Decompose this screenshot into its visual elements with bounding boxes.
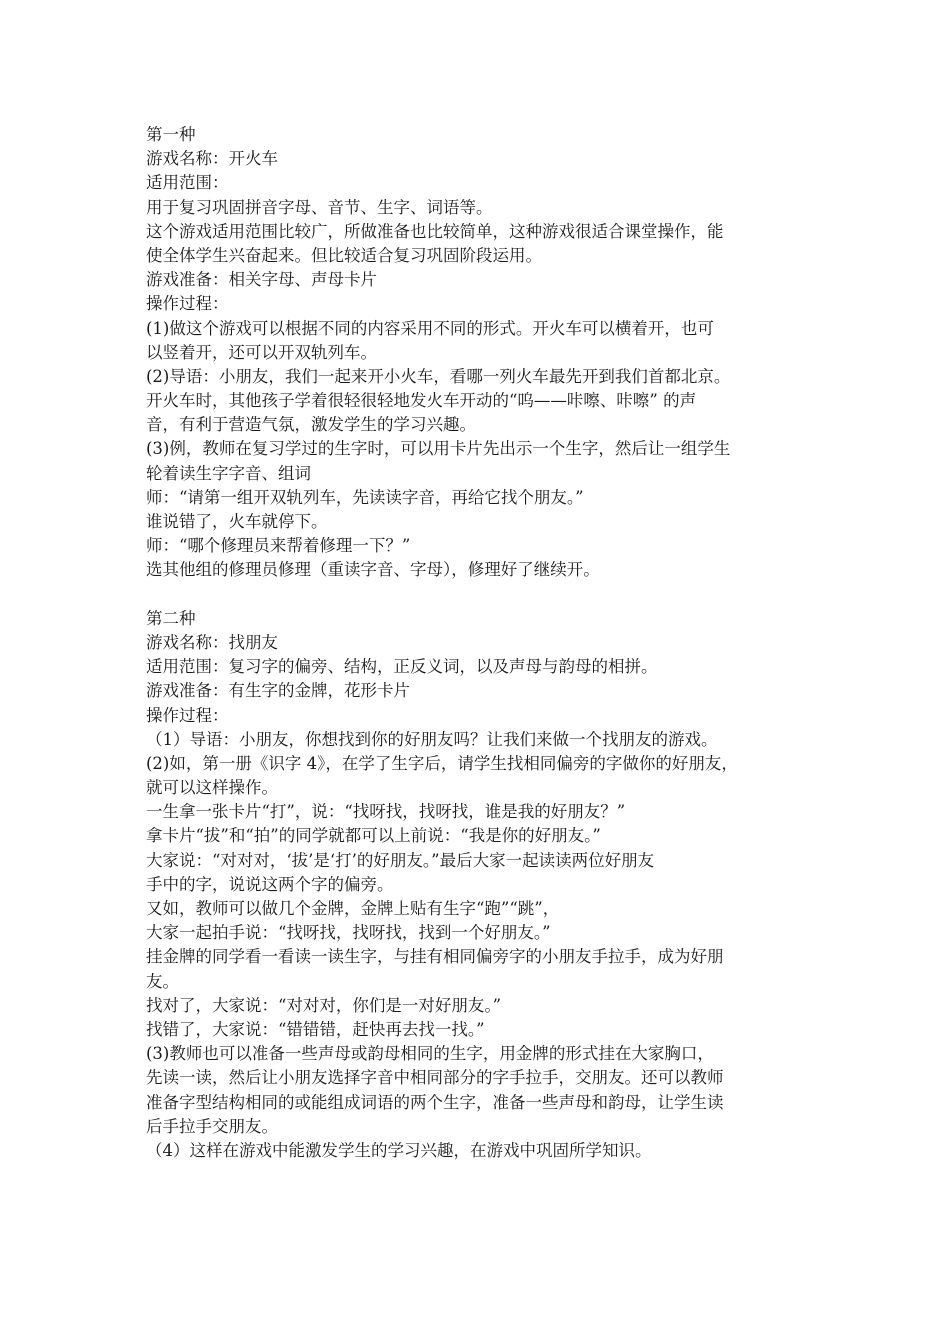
section-title: 第二种 — [146, 608, 196, 628]
step-text: （1）导语：小朋友，你想找到你的好朋友吗？让我们来做一个找朋友的游戏。 — [146, 729, 718, 749]
step-text: 先读一读，然后让小朋友选择字音中相同部分的字手拉手，交朋友。还可以教师 — [146, 1068, 724, 1088]
step-text: 以竖着开，还可以开双轨列车。 — [146, 342, 377, 362]
dialogue-line: 找错了，大家说：“错错错，赶快再去找一找。” — [146, 1019, 485, 1039]
dialogue-line: 挂金牌的同学看一看读一读生字，与挂有相同偏旁字的小朋友手拉手，成为好朋 — [146, 947, 724, 967]
description-line: 使全体学生兴奋起来。但比较适合复习巩固阶段运用。 — [146, 245, 542, 265]
game-prep: 游戏准备：相关字母、声母卡片 — [146, 270, 377, 290]
dialogue-line: 找对了，大家说：“对对对，你们是一对好朋友。” — [146, 995, 502, 1015]
process-label: 操作过程： — [146, 294, 229, 314]
description-line: 这个游戏适用范围比较广，所做准备也比较简单，这种游戏很适合课堂操作，能 — [146, 221, 724, 241]
step-text: 后手拉手交朋友。 — [146, 1116, 278, 1136]
step-text: 准备字型结构相同的或能组成词语的两个生字，准备一些声母和韵母，让学生读 — [146, 1092, 724, 1112]
step-text: (3)例，教师在复习学过的生字时，可以用卡片先出示一个生字，然后让一组学生 — [146, 439, 731, 459]
process-label: 操作过程： — [146, 705, 229, 725]
game-name: 游戏名称：开火车 — [146, 149, 278, 169]
dialogue-line: 大家一起拍手说：“找呀找，找呀找，找到一个好朋友。” — [146, 923, 551, 943]
scope-text: 用于复习巩固拼音字母、音节、生字、词语等。 — [146, 197, 493, 217]
dialogue-line: 手中的字，说说这两个字的偏旁。 — [146, 874, 394, 894]
section-one — [146, 123, 816, 583]
step-text: 就可以这样操作。 — [146, 778, 278, 798]
step-text: 开火车时，其他孩子学着很轻很轻地发火车开动的“呜——咔嚓、咔嚓” 的声 — [146, 391, 697, 411]
scope-label: 适用范围： — [146, 173, 229, 193]
section-spacer — [146, 583, 816, 607]
step-text: (2)导语：小朋友，我们一起来开小火车，看哪一列火车最先开到我们首都北京。 — [146, 366, 731, 386]
step-text: (2)如，第一册《识字 4》，在学了生字后，请学生找相同偏旁的字做你的好朋友， — [146, 753, 738, 773]
step-text: 音，有利于营造气氛，激发学生的学习兴趣。 — [146, 415, 476, 435]
dialogue-line: 一生拿一张卡片“打”，说：“找呀找，找呀找，谁是我的好朋友？” — [146, 802, 626, 822]
step-text: (3)教师也可以准备一些声母或韵母相同的生字，用金牌的形式挂在大家胸口， — [146, 1044, 714, 1064]
dialogue-line: 拿卡片“拔”和“拍”的同学就都可以上前说：“我是你的好朋友。” — [146, 826, 601, 846]
dialogue-line: 又如，教师可以做几个金牌，金牌上贴有生字“跑”“跳”， — [146, 899, 560, 918]
step-text: （4）这样在游戏中能激发学生的学习兴趣，在游戏中巩固所学知识。 — [146, 1140, 652, 1160]
dialogue-line: 选其他组的修理员修理（重读字音、字母），修理好了继续开。 — [146, 560, 600, 580]
document-page — [146, 123, 816, 1163]
dialogue-line: 友。 — [146, 971, 179, 991]
dialogue-line: 师：“哪个修理员来帮着修理一下？” — [146, 536, 411, 556]
dialogue-line: 大家说：“对对对，‘拔’是‘打’的好朋友。”最后大家一起读读两位好朋友 — [146, 850, 655, 870]
dialogue-line: 谁说错了，火车就停下。 — [146, 512, 328, 531]
step-text: (1)做这个游戏可以根据不同的内容采用不同的形式。开火车可以横着开，也可 — [146, 318, 714, 338]
section-title: 第一种 — [146, 125, 196, 144]
dialogue-line: 师：“请第一组开双轨列车，先读读字音，再给它找个朋友。” — [146, 487, 584, 507]
step-text: 轮着读生字字音、组词 — [146, 463, 311, 483]
section-two — [146, 607, 816, 1163]
scope-text: 适用范围：复习字的偏旁、结构，正反义词，以及声母与韵母的相拼。 — [146, 657, 658, 677]
game-name: 游戏名称：找朋友 — [146, 632, 278, 652]
game-prep: 游戏准备：有生字的金牌，花形卡片 — [146, 681, 410, 701]
